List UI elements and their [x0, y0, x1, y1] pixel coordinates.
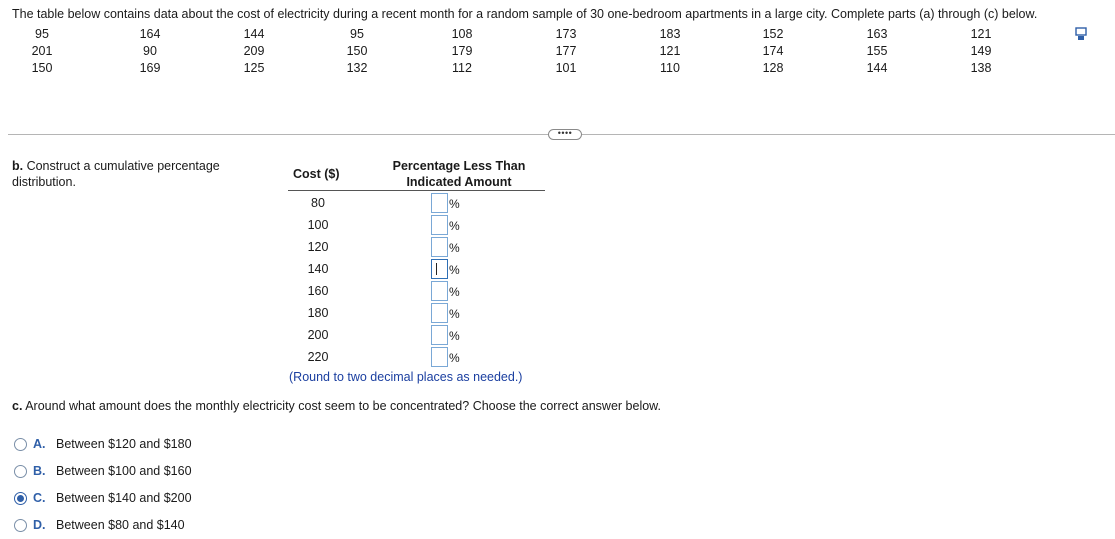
problem-intro: The table below contains data about the cost of electricity during a recent month for a random sample of 30 one-bedroom apartments in a large city. Complete parts (a) through (c) below.: [12, 7, 1038, 21]
radio-dot: [17, 495, 24, 502]
data-cell: 125: [243, 61, 265, 75]
data-row-3: [0, 61, 1040, 78]
data-cell: 90: [143, 44, 157, 58]
percentage-input[interactable]: [431, 347, 448, 367]
copy-data-icon[interactable]: [1075, 27, 1087, 41]
option-text: Between $140 and $200: [56, 491, 192, 505]
data-table: [0, 27, 1040, 78]
table-row: [288, 324, 548, 346]
percent-sign: %: [449, 197, 460, 211]
table-row: [288, 192, 548, 214]
data-cell: 128: [762, 61, 784, 75]
data-cell: 150: [31, 61, 53, 75]
percent-sign: %: [449, 285, 460, 299]
data-cell: 150: [346, 44, 368, 58]
percentage-input-active[interactable]: [431, 259, 448, 279]
option-letter: A.: [33, 437, 46, 451]
cost-value: 140: [307, 262, 329, 276]
percentage-input[interactable]: [431, 215, 448, 235]
percentage-input[interactable]: [431, 303, 448, 323]
percentage-header-line2: Indicated Amount: [406, 175, 512, 189]
percent-sign: %: [449, 329, 460, 343]
data-cell: 152: [762, 27, 784, 41]
option-letter: D.: [33, 518, 46, 532]
cost-value: 100: [307, 218, 329, 232]
part-c-label: c.: [12, 399, 23, 413]
table-row: [288, 214, 548, 236]
data-cell: 108: [451, 27, 473, 41]
expand-more-button[interactable]: ••••: [548, 129, 582, 140]
data-cell: 183: [659, 27, 681, 41]
percent-sign: %: [449, 263, 460, 277]
part-b-text: Construct a cumulative percentage distribution.: [12, 159, 220, 189]
cost-value: 160: [307, 284, 329, 298]
option-letter: B.: [33, 464, 46, 478]
option-text: Between $80 and $140: [56, 518, 185, 532]
radio-button[interactable]: [14, 438, 27, 451]
data-cell: 155: [866, 44, 888, 58]
cost-value: 120: [307, 240, 329, 254]
percent-sign: %: [449, 241, 460, 255]
answer-option-c[interactable]: [14, 491, 314, 509]
percentage-input[interactable]: [431, 325, 448, 345]
answer-option-b[interactable]: [14, 464, 314, 482]
percentage-input[interactable]: [431, 281, 448, 301]
part-c-text: Around what amount does the monthly electricity cost seem to be concentrated? Choose the correct answer below.: [22, 399, 661, 413]
data-cell: 177: [555, 44, 577, 58]
rounding-instruction: (Round to two decimal places as needed.): [289, 370, 523, 384]
percentage-input[interactable]: [431, 193, 448, 213]
data-cell: 95: [350, 27, 364, 41]
answer-option-a[interactable]: [14, 437, 314, 455]
answer-option-d[interactable]: [14, 518, 314, 536]
data-cell: 179: [451, 44, 473, 58]
radio-button[interactable]: [14, 465, 27, 478]
table-row: [288, 302, 548, 324]
data-cell: 201: [31, 44, 53, 58]
table-row: [288, 258, 548, 280]
data-cell: 174: [762, 44, 784, 58]
data-cell: 173: [555, 27, 577, 41]
part-b-label: b.: [12, 159, 24, 173]
percent-sign: %: [449, 307, 460, 321]
percent-sign: %: [449, 351, 460, 365]
text-caret: [436, 263, 437, 275]
data-cell: 144: [243, 27, 265, 41]
data-cell: 121: [970, 27, 992, 41]
radio-button-selected[interactable]: [14, 492, 27, 505]
data-cell: 121: [659, 44, 681, 58]
option-text: Between $120 and $180: [56, 437, 192, 451]
cost-value: 200: [307, 328, 329, 342]
data-cell: 138: [970, 61, 992, 75]
part-c-prompt: [12, 399, 661, 413]
data-cell: 209: [243, 44, 265, 58]
cost-value: 80: [311, 196, 325, 210]
data-cell: 132: [346, 61, 368, 75]
data-cell: 164: [139, 27, 161, 41]
cost-value: 220: [307, 350, 329, 364]
option-text: Between $100 and $160: [56, 464, 192, 478]
cost-column-header: Cost ($): [293, 167, 340, 181]
percentage-column-header: [372, 158, 546, 190]
percentage-header-line1: Percentage Less Than: [392, 159, 526, 173]
data-row-2: [0, 44, 1040, 61]
table-header-rule: [288, 190, 545, 191]
data-row-1: [0, 27, 1040, 44]
part-b-prompt: [12, 158, 252, 190]
percent-sign: %: [449, 219, 460, 233]
radio-button[interactable]: [14, 519, 27, 532]
data-cell: 112: [452, 61, 472, 75]
data-cell: 101: [555, 61, 577, 75]
data-cell: 163: [866, 27, 888, 41]
table-row: [288, 346, 548, 368]
table-row: [288, 280, 548, 302]
data-cell: 95: [35, 27, 49, 41]
data-cell: 110: [660, 61, 680, 75]
data-cell: 169: [139, 61, 161, 75]
percentage-input[interactable]: [431, 237, 448, 257]
data-cell: 144: [866, 61, 888, 75]
cost-value: 180: [307, 306, 329, 320]
table-row: [288, 236, 548, 258]
data-cell: 149: [970, 44, 992, 58]
option-letter: C.: [33, 491, 46, 505]
